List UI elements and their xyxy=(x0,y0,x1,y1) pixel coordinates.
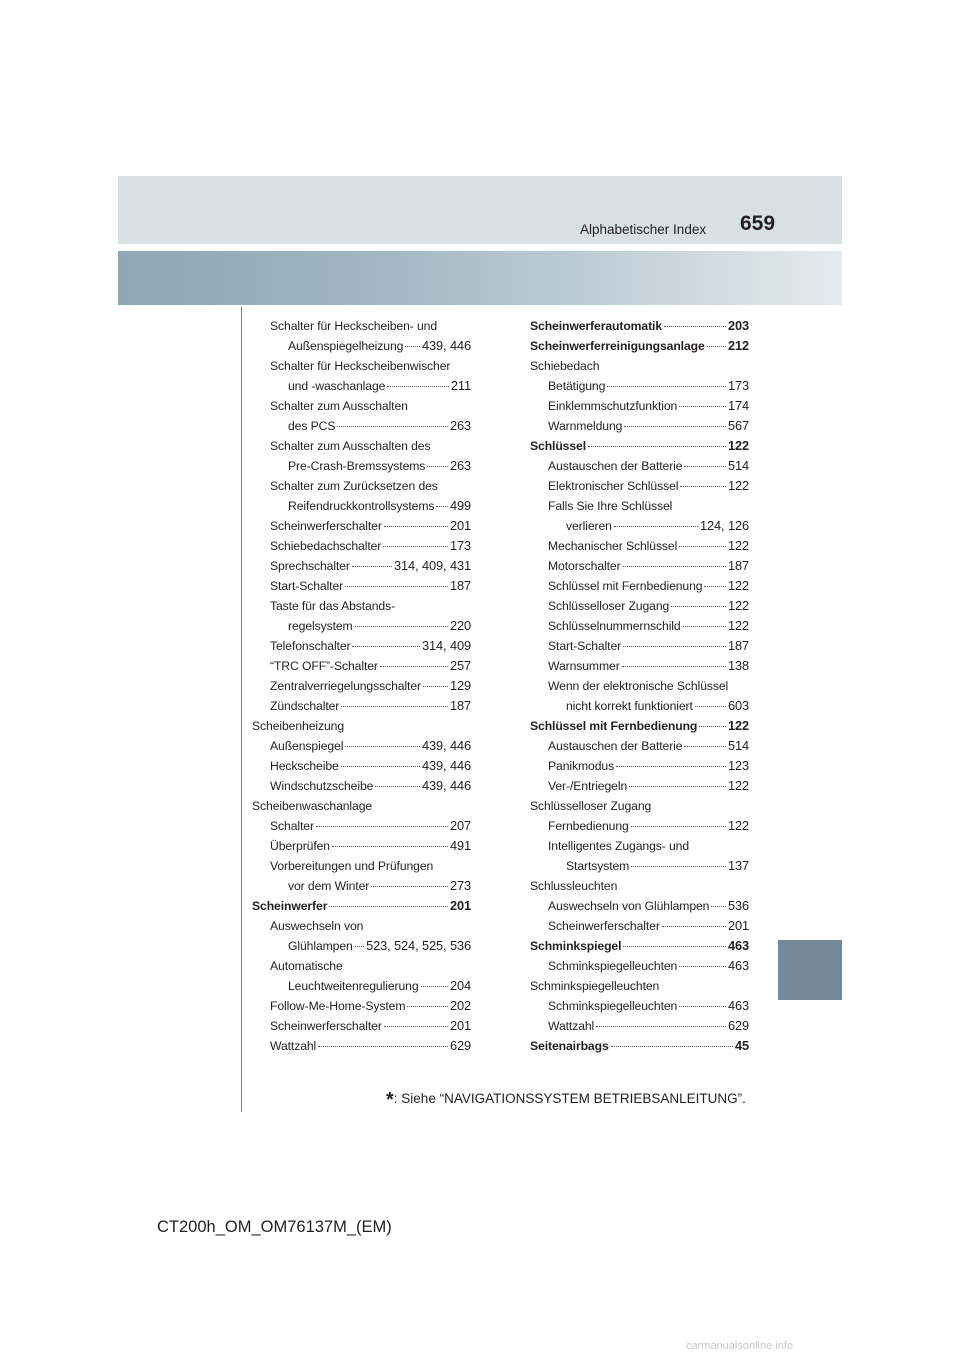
index-entry-label: Automatische xyxy=(270,959,343,973)
index-entry-label: Scheinwerferschalter xyxy=(270,1019,382,1033)
index-entry-label: Schalter für Heckscheiben- und xyxy=(270,319,438,333)
index-entry-label: Telefonschalter xyxy=(270,639,351,653)
index-entry-label: Schminkspiegelleuchten xyxy=(530,979,660,993)
index-entry-pages: 439, 446 xyxy=(421,338,471,353)
dot-leader xyxy=(671,605,726,607)
index-entry xyxy=(252,436,471,456)
index-entry xyxy=(252,696,471,716)
index-entry xyxy=(530,316,749,336)
index-entry-pages: 122 xyxy=(727,578,749,593)
index-entry-pages: 201 xyxy=(449,518,471,533)
index-entry-pages: 202 xyxy=(449,998,471,1013)
index-entry xyxy=(252,976,471,996)
index-entry-pages: 122 xyxy=(727,718,749,733)
index-entry-label: Austauschen der Batterie xyxy=(548,739,683,753)
index-entry-label: Außenspiegelheizung xyxy=(288,339,404,353)
index-entry-pages: 463 xyxy=(727,998,749,1013)
index-entry-pages: 173 xyxy=(449,538,471,553)
index-entry-label: nicht korrekt funktioniert xyxy=(566,699,693,713)
index-entry-pages: 567 xyxy=(727,418,749,433)
index-entry-label: Scheinwerferreinigungsanlage xyxy=(530,339,705,353)
index-entry xyxy=(252,596,471,616)
dot-leader xyxy=(355,945,364,947)
index-entry-pages: 220 xyxy=(449,618,471,633)
index-entry xyxy=(252,776,471,796)
dot-leader xyxy=(345,585,448,587)
index-entry xyxy=(530,756,749,776)
document-code: CT200h_OM_OM76137M_(EM) xyxy=(157,1218,392,1236)
index-entry xyxy=(252,576,471,596)
index-entry-pages: 187 xyxy=(449,578,471,593)
index-entry-pages: 122 xyxy=(727,538,749,553)
dot-leader xyxy=(316,825,448,827)
index-entry-label: verlieren xyxy=(566,519,612,533)
dot-leader xyxy=(679,545,726,547)
index-entry xyxy=(530,676,749,696)
index-entry-label: Schalter zum Zurücksetzen des xyxy=(270,479,438,493)
dot-leader xyxy=(341,765,420,767)
dot-leader xyxy=(384,525,448,527)
page-number: 659 xyxy=(740,212,776,235)
index-entry xyxy=(530,876,749,896)
index-entry xyxy=(530,496,749,516)
index-entry xyxy=(252,336,471,356)
index-entry-label: Einklemmschutzfunktion xyxy=(548,399,678,413)
index-entry-label: Schminkspiegelleuchten xyxy=(548,999,678,1013)
index-entry-label: Schalter xyxy=(270,819,314,833)
dot-leader xyxy=(624,425,726,427)
section-title: Alphabetischer Index xyxy=(580,222,707,237)
index-entry-label: Motorschalter xyxy=(548,559,621,573)
watermark: carmanualsonline.info xyxy=(686,1340,794,1352)
dot-leader xyxy=(623,945,726,947)
index-entry xyxy=(530,1016,749,1036)
index-entry xyxy=(252,516,471,536)
index-entry-pages: 201 xyxy=(449,898,471,913)
index-entry xyxy=(530,656,749,676)
index-entry-label: Schlüsselloser Zugang xyxy=(530,799,652,813)
index-entry-pages: 201 xyxy=(449,1018,471,1033)
index-entry-label: Intelligentes Zugangs- und xyxy=(548,839,690,853)
index-entry-label: und -waschanlage xyxy=(288,379,386,393)
index-entry xyxy=(252,956,471,976)
index-entry-label: Schiebedach xyxy=(530,359,600,373)
index-column-right xyxy=(530,316,749,1056)
index-entry-pages: 122 xyxy=(727,598,749,613)
index-entry xyxy=(530,776,749,796)
index-entry xyxy=(530,996,749,1016)
index-entry-label: Fernbedienung xyxy=(548,819,629,833)
dot-leader xyxy=(683,625,726,627)
index-entry-pages: 629 xyxy=(449,1038,471,1053)
dot-leader xyxy=(699,725,726,727)
footnote-symbol: * xyxy=(386,1089,394,1111)
index-entry-label: Heckscheibe xyxy=(270,759,339,773)
index-entry xyxy=(530,816,749,836)
index-entry xyxy=(530,696,749,716)
index-entry-pages: 203 xyxy=(727,318,749,333)
dot-leader xyxy=(629,785,726,787)
index-entry xyxy=(252,536,471,556)
dot-leader xyxy=(623,645,726,647)
index-entry-label: Schalter zum Ausschalten des xyxy=(270,439,431,453)
dot-leader xyxy=(383,545,448,547)
index-entry xyxy=(252,676,471,696)
index-entry-label: Schminkspiegel xyxy=(530,939,622,953)
index-entry-pages: 173 xyxy=(727,378,749,393)
index-entry-pages: 187 xyxy=(727,558,749,573)
index-entry-pages: 463 xyxy=(727,938,749,953)
index-entry xyxy=(252,416,471,436)
index-entry-label: des PCS xyxy=(288,419,336,433)
index-entry-label: Scheinwerferschalter xyxy=(270,519,382,533)
index-entry-pages: 207 xyxy=(449,818,471,833)
index-entry xyxy=(530,836,749,856)
header-gradient-band xyxy=(118,251,842,305)
index-entry-label: Sprechschalter xyxy=(270,559,350,573)
index-entry-pages: 187 xyxy=(449,698,471,713)
dot-leader xyxy=(596,1025,726,1027)
index-entry-label: Scheibenheizung xyxy=(252,719,345,733)
index-entry xyxy=(252,616,471,636)
dot-leader xyxy=(679,1005,726,1007)
index-entry-label: Schlüsselnummernschild xyxy=(548,619,681,633)
index-entry-label: “TRC OFF”-Schalter xyxy=(270,659,378,673)
index-entry xyxy=(530,556,749,576)
index-entry xyxy=(530,596,749,616)
dot-leader xyxy=(380,665,448,667)
index-entry-label: Zündschalter xyxy=(270,699,340,713)
index-entry xyxy=(530,936,749,956)
index-entry-pages: 204 xyxy=(449,978,471,993)
index-entry-label: Schiebedachschalter xyxy=(270,539,382,553)
index-entry-pages: 523, 524, 525, 536 xyxy=(366,938,471,953)
index-entry-label: Zentralverriegelungsschalter xyxy=(270,679,421,693)
dot-leader xyxy=(345,745,420,747)
index-entry-label: Überprüfen xyxy=(270,839,330,853)
index-entry xyxy=(530,896,749,916)
index-entry xyxy=(252,916,471,936)
index-entry xyxy=(252,796,471,816)
index-entry-pages: 137 xyxy=(727,858,749,873)
index-entry xyxy=(530,536,749,556)
index-entry-label: Pre-Crash-Bremssystems xyxy=(288,459,426,473)
dot-leader xyxy=(375,785,420,787)
index-entry xyxy=(530,956,749,976)
index-entry-pages: 122 xyxy=(727,618,749,633)
dot-leader xyxy=(695,705,726,707)
index-entry-pages: 314, 409 xyxy=(421,638,471,653)
index-entry xyxy=(252,736,471,756)
index-entry-pages: 514 xyxy=(727,738,749,753)
index-entry-label: Auswechseln von xyxy=(270,919,364,933)
index-entry-pages: 491 xyxy=(449,838,471,853)
index-entry xyxy=(252,476,471,496)
dot-leader xyxy=(421,985,448,987)
index-entry xyxy=(530,636,749,656)
index-entry xyxy=(252,856,471,876)
dot-leader xyxy=(423,685,448,687)
index-entry-label: Leuchtweitenregulierung xyxy=(288,979,419,993)
index-entry-label: Warnmeldung xyxy=(548,419,623,433)
chapter-tab-marker xyxy=(778,940,842,1000)
dot-leader xyxy=(684,745,725,747)
index-entry-pages: 439, 446 xyxy=(421,778,471,793)
dot-leader xyxy=(607,385,726,387)
index-entry xyxy=(252,876,471,896)
index-entry-pages: 514 xyxy=(727,458,749,473)
index-entry-pages: 263 xyxy=(449,418,471,433)
dot-leader xyxy=(405,345,420,347)
dot-leader xyxy=(407,1005,448,1007)
index-entry xyxy=(252,836,471,856)
dot-leader xyxy=(588,445,726,447)
index-entry xyxy=(252,936,471,956)
index-entry-label: Start-Schalter xyxy=(270,579,344,593)
index-entry-label: Schlüssel mit Fernbedienung xyxy=(530,719,698,733)
index-entry xyxy=(252,316,471,336)
index-entry-label: Schalter zum Ausschalten xyxy=(270,399,408,413)
index-entry xyxy=(530,376,749,396)
index-entry-pages: 212 xyxy=(727,338,749,353)
dot-leader xyxy=(611,1045,733,1047)
dot-leader xyxy=(337,425,448,427)
index-entry-pages: 499 xyxy=(449,498,471,513)
index-entry xyxy=(530,976,749,996)
index-entry-label: Windschutzscheibe xyxy=(270,779,374,793)
dot-leader xyxy=(631,825,726,827)
dot-leader xyxy=(631,865,726,867)
dot-leader xyxy=(680,485,726,487)
index-entry-pages: 187 xyxy=(727,638,749,653)
dot-leader xyxy=(684,465,725,467)
dot-leader xyxy=(664,325,726,327)
index-entry-pages: 122 xyxy=(727,778,749,793)
dot-leader xyxy=(679,965,726,967)
index-entry xyxy=(530,616,749,636)
index-entry xyxy=(530,716,749,736)
index-entry xyxy=(252,716,471,736)
header-band xyxy=(118,176,842,244)
dot-leader xyxy=(614,525,698,527)
dot-leader xyxy=(341,705,448,707)
index-entry xyxy=(252,1016,471,1036)
index-entry xyxy=(530,736,749,756)
index-entry-label: Austauschen der Batterie xyxy=(548,459,683,473)
dot-leader xyxy=(662,925,726,927)
index-entry-label: Follow-Me-Home-System xyxy=(270,999,406,1013)
index-entry-pages: 45 xyxy=(734,1038,749,1053)
column-divider xyxy=(241,307,242,1112)
index-entry-pages: 273 xyxy=(449,878,471,893)
index-entry-pages: 201 xyxy=(727,918,749,933)
index-entry-label: Betätigung xyxy=(548,379,606,393)
dot-leader xyxy=(707,345,726,347)
dot-leader xyxy=(329,905,448,907)
index-entry-label: Wattzahl xyxy=(270,1039,317,1053)
index-entry-label: Ver-/Entriegeln xyxy=(548,779,628,793)
index-entry-label: Taste für das Abstands- xyxy=(270,599,396,613)
index-entry xyxy=(530,456,749,476)
index-entry xyxy=(530,336,749,356)
dot-leader xyxy=(427,465,448,467)
dot-leader xyxy=(704,585,725,587)
index-entry-pages: 257 xyxy=(449,658,471,673)
index-entry xyxy=(252,496,471,516)
index-entry-pages: 439, 446 xyxy=(421,758,471,773)
index-entry-pages: 174 xyxy=(727,398,749,413)
dot-leader xyxy=(352,645,420,647)
index-entry xyxy=(252,756,471,776)
index-entry xyxy=(530,416,749,436)
index-entry-pages: 211 xyxy=(450,378,471,393)
index-entry xyxy=(530,356,749,376)
index-entry xyxy=(530,436,749,456)
index-entry-pages: 123 xyxy=(727,758,749,773)
index-entry xyxy=(530,916,749,936)
index-entry-label: Mechanischer Schlüssel xyxy=(548,539,678,553)
dot-leader xyxy=(387,385,449,387)
index-entry xyxy=(530,396,749,416)
index-entry xyxy=(252,456,471,476)
index-entry-pages: 536 xyxy=(727,898,749,913)
dot-leader xyxy=(436,505,448,507)
index-entry-label: vor dem Winter xyxy=(288,879,370,893)
index-entry-label: Außenspiegel xyxy=(270,739,344,753)
index-entry-pages: 138 xyxy=(727,658,749,673)
index-entry-label: Scheinwerferschalter xyxy=(548,919,660,933)
dot-leader xyxy=(318,1045,448,1047)
index-entry xyxy=(252,656,471,676)
dot-leader xyxy=(355,625,448,627)
index-entry-pages: 263 xyxy=(449,458,471,473)
index-entry xyxy=(252,816,471,836)
index-entry-pages: 129 xyxy=(449,678,471,693)
index-entry xyxy=(530,856,749,876)
index-entry xyxy=(252,1036,471,1056)
dot-leader xyxy=(623,565,726,567)
index-entry-pages: 439, 446 xyxy=(421,738,471,753)
index-entry-label: Scheinwerfer xyxy=(252,899,328,913)
index-entry-label: Vorbereitungen und Prüfungen xyxy=(270,859,434,873)
dot-leader xyxy=(711,905,726,907)
footnote-text: : Siehe “NAVIGATIONSSYSTEM BETRIEBSANLEITUNG”. xyxy=(393,1091,746,1106)
index-entry xyxy=(252,396,471,416)
index-entry xyxy=(252,556,471,576)
index-entry-pages: 122 xyxy=(727,478,749,493)
index-entry-pages: 124, 126 xyxy=(699,518,749,533)
dot-leader xyxy=(371,885,448,887)
dot-leader xyxy=(679,405,726,407)
index-entry xyxy=(252,376,471,396)
index-entry xyxy=(530,796,749,816)
index-entry-label: Reifendruckkontrollsystems xyxy=(288,499,435,513)
index-entry xyxy=(252,636,471,656)
index-entry-pages: 463 xyxy=(727,958,749,973)
index-entry-label: regelsystem xyxy=(288,619,353,633)
index-entry-label: Panikmodus xyxy=(548,759,615,773)
footnote xyxy=(386,1086,746,1109)
dot-leader xyxy=(622,665,726,667)
index-entry-label: Start-Schalter xyxy=(548,639,622,653)
index-entry-label: Wenn der elektronische Schlüssel xyxy=(548,679,729,693)
dot-leader xyxy=(332,845,448,847)
index-entry xyxy=(252,896,471,916)
index-entry xyxy=(530,576,749,596)
index-entry-label: Schlüsselloser Zugang xyxy=(548,599,670,613)
index-entry-label: Startsystem xyxy=(566,859,630,873)
index-entry xyxy=(252,356,471,376)
index-entry-pages: 122 xyxy=(727,438,749,453)
index-entry-label: Seitenairbags xyxy=(530,1039,609,1053)
index-entry-label: Schlüssel mit Fernbedienung xyxy=(548,579,703,593)
dot-leader xyxy=(352,565,392,567)
dot-leader xyxy=(616,765,726,767)
index-column-left xyxy=(252,316,471,1056)
index-entry-pages: 603 xyxy=(727,698,749,713)
index-entry-label: Glühlampen xyxy=(288,939,353,953)
index-entry-label: Schalter für Heckscheibenwischer xyxy=(270,359,451,373)
index-entry-pages: 314, 409, 431 xyxy=(394,558,471,573)
index-entry-pages: 629 xyxy=(727,1018,749,1033)
index-entry xyxy=(252,996,471,1016)
dot-leader xyxy=(384,1025,448,1027)
index-entry-label: Schlüssel xyxy=(530,439,587,453)
index-entry-label: Warnsummer xyxy=(548,659,620,673)
index-entry-pages: 122 xyxy=(727,818,749,833)
index-entry-label: Elektronischer Schlüssel xyxy=(548,479,679,493)
index-entry xyxy=(530,1036,749,1056)
index-entry-label: Scheibenwaschanlage xyxy=(252,799,373,813)
index-entry-label: Schlussleuchten xyxy=(530,879,618,893)
index-entry xyxy=(530,516,749,536)
index-entry-label: Scheinwerferautomatik xyxy=(530,319,663,333)
index-entry-label: Schminkspiegelleuchten xyxy=(548,959,678,973)
index-entry xyxy=(530,476,749,496)
index-entry-label: Auswechseln von Glühlampen xyxy=(548,899,710,913)
index-entry-label: Falls Sie Ihre Schlüssel xyxy=(548,499,673,513)
index-entry-label: Wattzahl xyxy=(548,1019,595,1033)
